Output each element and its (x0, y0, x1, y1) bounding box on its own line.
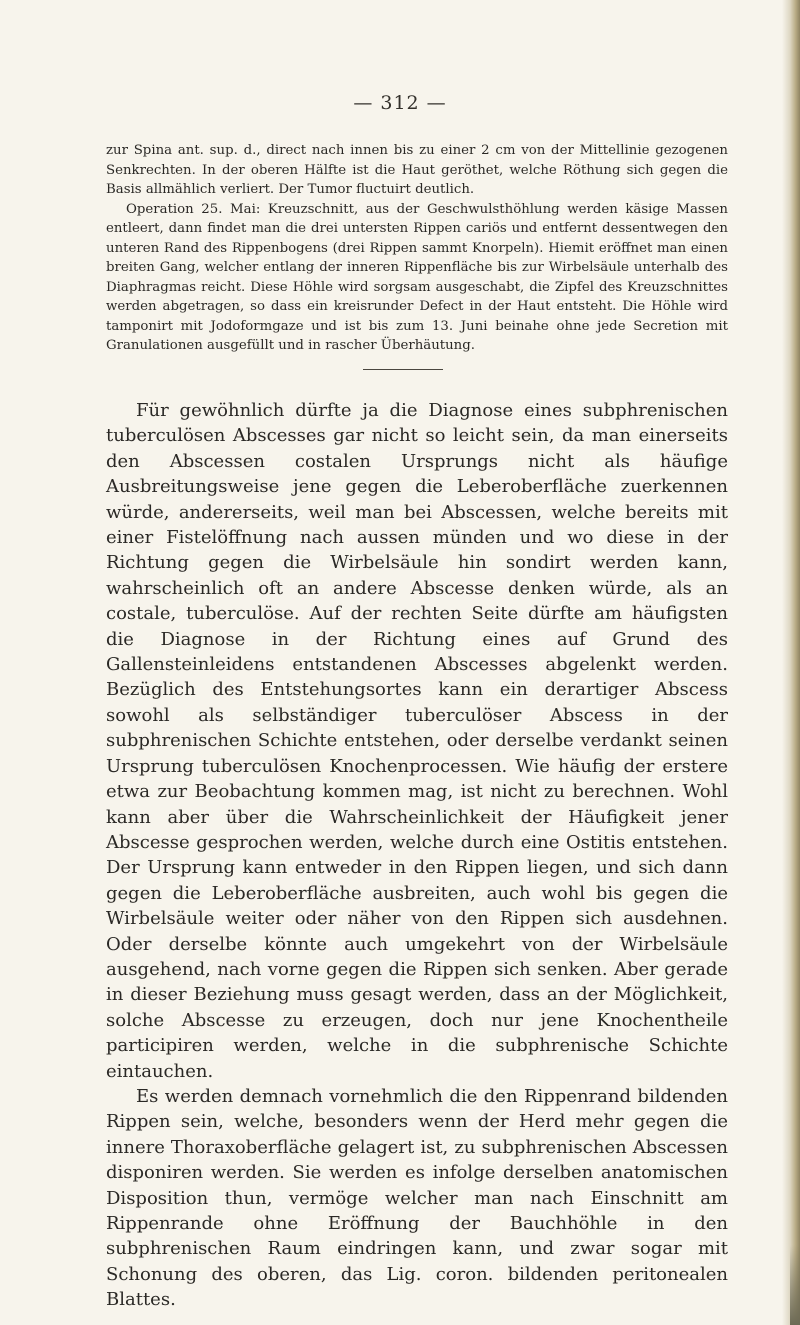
page-corner-shadow (790, 1245, 800, 1325)
case-note (106, 141, 728, 356)
case-note-paragraph: zur Spina ant. sup. d., direct nach innen bis zu einer 2 cm von der Mittellinie gezogenen Senkrechten. In der oberen Hälfte ist die Haut geröthet, welche Röthung sich gegen die Basis allmählich verliert. Der Tumor fluctuirt deutlich. (106, 143, 728, 197)
main-text (106, 398, 728, 1313)
case-note-operation-paragraph: Operation 25. Mai: Kreuzschnitt, aus der Geschwulsthöhlung werden käsige Massen entleert, dann findet man die drei untersten Rippen cariös und entfernt dessentwegen den unteren Rand des Rippenbogens (drei Rippen sammt Knorpeln). Hiemit eröffnet man einen breiten Gang, welcher entlang der inneren Rippenfläche bis zur Wirbelsäule unterhalb des Diaphragmas reicht. Diese Höhle wird sorgsam ausgeschabt, die Zipfel des Kreuzschnittes werden abgetragen, so dass ein kreisrunder Defect in der Haut entsteht. Die Höhle wird tamponirt mit Jodoformgaze und ist bis zum 13. Juni beinahe ohne jede Secretion mit Granulationen ausgefüllt und in rascher Überhäutung. (106, 201, 728, 353)
page-edge-shadow (782, 0, 800, 1325)
page-number: — 312 — (353, 92, 447, 114)
main-paragraph: Es werden demnach vornehmlich die den Rippenrand bildenden Rippen sein, welche, besonders wenn der Herd mehr gegen die innere Thoraxoberfläche gelagert ist, zu subphrenischen Abscessen disponiren werden. Sie werden es infolge derselben anatomischen Disposition thun, vermöge welcher man nach Einschnitt am Rippenrande ohne Eröffnung der Bauchhöhle in den subphrenischen Raum eindringen kann, und zwar sogar mit Schonung des oberen, das Lig. coron. bildenden peritonealen Blattes. (106, 1085, 728, 1311)
main-paragraph: Für gewöhnlich dürfte ja die Diagnose eines subphrenischen tuberculösen Abscesses gar nicht so leicht sein, da man einerseits den Abscessen costalen Ursprungs nicht als häufige Ausbreitungsweise jene gegen die Leberoberfläche zuerkennen würde, andererseits, weil man bei Abscessen, welche bereits mit einer Fistelöffnung nach aussen münden und wo diese in der Richtung gegen die Wirbelsäule hin sondirt werden kann, wahrscheinlich oft an andere Abscesse denken würde, als an costale, tuberculöse. Auf der rechten Seite dürfte am häufigsten die Diagnose in der Richtung eines auf Grund des Gallensteinleidens entstandenen Abscesses abgelenkt werden. Bezüglich des Entstehungsortes kann ein derartiger Abscess sowohl als selbständiger tuberculöser Abscess in der subphrenischen Schichte entstehen, oder derselbe verdankt seinen Ursprung tuberculösen Knochenprocessen. Wie häufig der erstere etwa zur Beobachtung kommen mag, ist nicht zu berechnen. Wohl kann aber über die Wahrscheinlichkeit der Häufigkeit jener Abscesse gesprochen werden, welche durch eine Ostitis entstehen. Der Ursprung kann entweder in den Rippen liegen, und sich dann gegen die Leberoberfläche ausbreiten, auch wohl bis gegen die Wirbelsäule weiter oder näher von den Rippen sich ausdehnen. Oder derselbe könnte auch umgekehrt von der Wirbelsäule ausgehend, nach vorne gegen die Rippen sich senken. Aber gerade in dieser Beziehung muss gesagt werden, dass an der Möglichkeit, solche Abscesse zu erzeugen, doch nur jene Knochentheile participiren werden, welche in die subphrenische Schichte eintauchen. (106, 400, 728, 1082)
section-divider (363, 369, 443, 370)
